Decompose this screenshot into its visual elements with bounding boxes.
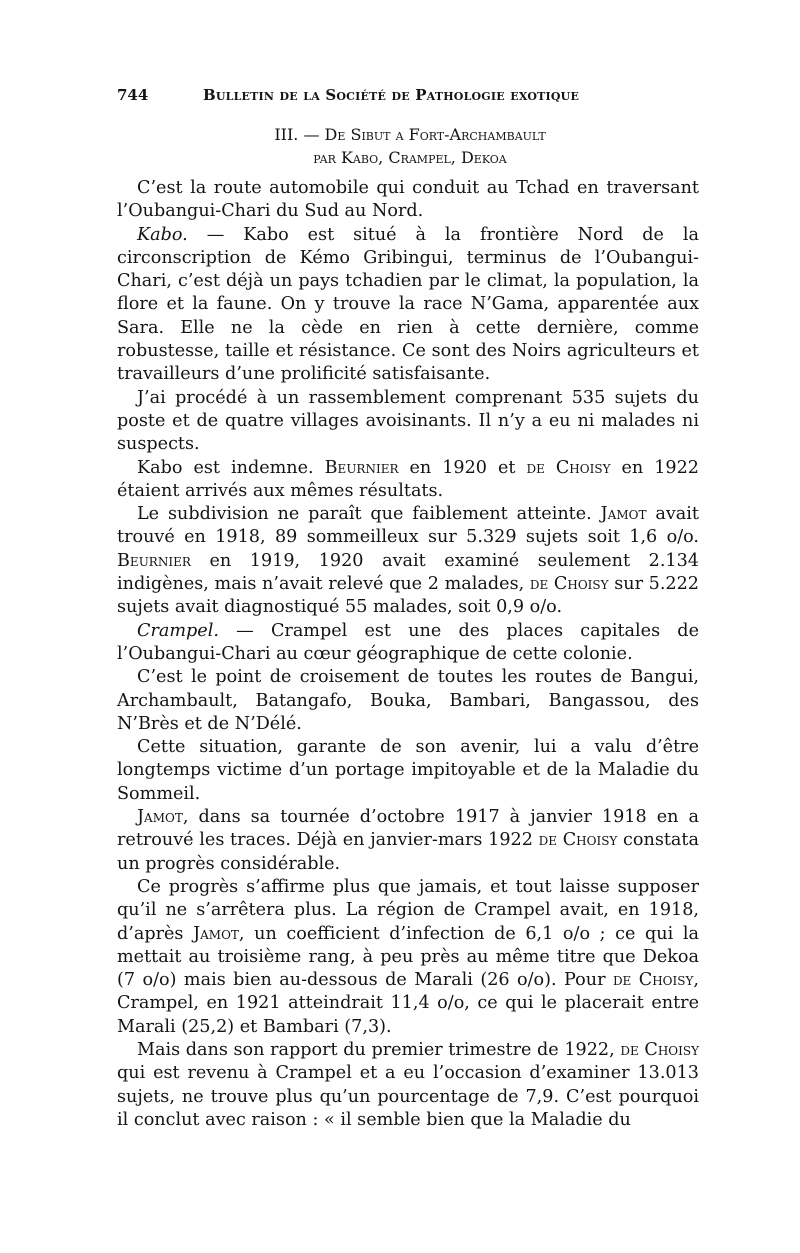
paragraph	[117, 224, 699, 387]
paragraph	[117, 666, 699, 736]
paragraph-text: avait trouvé en 1918, 89 sommeilleux sur 5.329 sujets soit 1,6 o/o.	[117, 504, 699, 548]
paragraph-text: , Crampel, en 1921 atteindrait 11,4 o/o, ce qui le placerait entre Marali (25,2) et Bambari (7,3).	[117, 970, 699, 1037]
paragraph-text: — Kabo est situé à la frontière Nord de la circonscription de Kémo Gribingui, terminus de l’Oubangui-Chari, c’est déjà un pays tchadien par le climat, la population, la flore et la faune. On y trouve la race N’Gama, apparentée aux Sara. Elle ne la cède en rien à cette dernière, comme robustesse, taille et résistance. Ce sont des Noirs agriculteurs et travailleurs d’une prolificité satisfaisante.	[117, 224, 699, 385]
author-name: Beurnier	[324, 457, 399, 478]
author-name: de Choisy	[529, 574, 609, 595]
author-name: de Choisy	[526, 457, 611, 478]
paragraph	[117, 457, 699, 504]
author-name: de Choisy	[612, 970, 694, 991]
paragraph-text: sur 5.222 sujets avait diagnostiqué 55 malades, soit 0,9 o/o.	[117, 574, 699, 618]
paragraph	[117, 876, 699, 1039]
paragraph-text: , dans sa tournée d’octobre 1917 à janvier 1918 en a retrouvé les traces. Déjà en janvier-mars 1922	[117, 807, 699, 851]
paragraph	[117, 387, 699, 457]
section-title-line-2: par Kabo, Crampel, Dekoa	[313, 148, 507, 167]
paragraph-text: en 1922 étaient arrivés aux mêmes résultats.	[117, 457, 699, 501]
paragraph	[117, 620, 699, 667]
paragraph-text: — Crampel est une des places capitales de l’Oubangui-Chari au cœur géographique de cette colonie.	[117, 620, 699, 664]
paragraph	[117, 177, 699, 224]
author-name: de Choisy	[538, 830, 618, 851]
paragraph-text: C’est le point de croisement de toutes les routes de Bangui, Archambault, Batangafo, Bouka, Bambari, Bangassou, des N’Brès et de N’Délé.	[117, 667, 699, 734]
paragraph-text: Kabo est indemne.	[137, 457, 325, 478]
running-header	[117, 84, 699, 106]
paragraph-text: Le subdivision ne paraît que faiblement atteinte.	[137, 504, 601, 525]
paragraph-text: Ce progrès s’affirme plus que jamais, et tout laisse supposer qu’il ne s’arrêtera plus. La région de Crampel avait, en 1918, d’après	[117, 876, 699, 944]
paragraph-text: Mais dans son rapport du premier trimestre de 1922,	[137, 1039, 621, 1060]
paragraph-text: Cette situation, garante de son avenir, lui a valu d’être longtemps victime d’un portage impitoyable et de la Maladie du Sommeil.	[117, 737, 699, 804]
page-number: 744	[117, 86, 149, 104]
paragraph-text: , un coefficient d’infection de 6,1 o/o ; ce qui la mettait au troisième rang, à peu près au même titre que Dekoa (7 o/o) mais bien au-dessous de Marali (26 o/o). Pour	[117, 923, 699, 991]
author-name: de Choisy	[620, 1039, 699, 1060]
author-name: Jamot	[137, 807, 183, 828]
author-name: Beurnier	[117, 550, 191, 571]
paragraph	[117, 1039, 699, 1132]
paragraph-text: constata un progrès considérable.	[117, 830, 699, 874]
place-label-crampel: Crampel.	[137, 620, 219, 641]
paragraph	[117, 736, 699, 806]
body-text	[117, 177, 699, 1132]
author-name: Jamot	[600, 504, 647, 525]
section-heading	[117, 123, 699, 169]
section-title-line-1: III. — De Sibut a Fort-Archambault	[274, 125, 546, 144]
journal-title: Bulletin de la Société de Pathologie exotique	[203, 86, 580, 104]
paragraph-text: en 1920 et	[398, 457, 527, 478]
paragraph-text: J’ai procédé à un rassemblement comprenant 535 sujets du poste et de quatre villages avoisinants. Il n’y a eu ni malades ni suspects.	[117, 387, 699, 455]
paragraph-text: C’est la route automobile qui conduit au Tchad en traversant l’Oubangui-Chari du Sud au Nord.	[117, 178, 699, 222]
paragraph-text: qui est revenu à Crampel et a eu l’occasion d’examiner 13.013 sujets, ne trouve plus qu’un pourcentage de 7,9. C’est pourquoi il conclut avec raison : « il semble bien que la Maladie du	[117, 1063, 699, 1130]
paragraph-text: en 1919, 1920 avait examiné seulement 2.134 indigènes, mais n’avait relevé que 2 malades,	[117, 550, 699, 595]
paragraph	[117, 806, 699, 876]
place-label-kabo: Kabo.	[137, 224, 188, 245]
paragraph	[117, 503, 699, 619]
author-name: Jamot	[193, 923, 239, 944]
